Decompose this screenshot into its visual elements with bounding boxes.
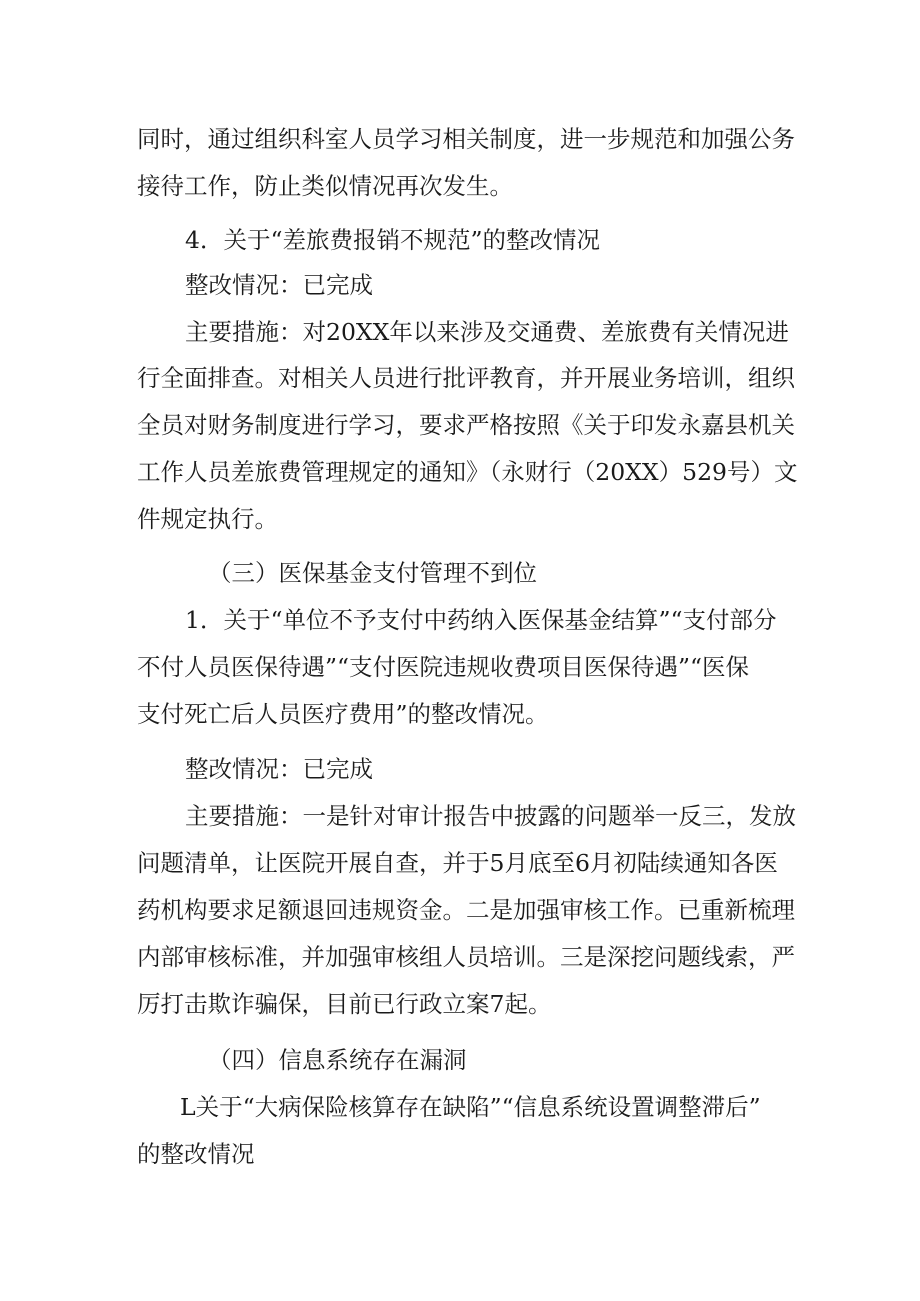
item-heading: 的整改情况 <box>137 1140 255 1168</box>
paragraph-line: 药机构要求足额退回违规资金。二是加强审核工作。已重新梳理 <box>137 896 795 924</box>
item-heading: 4．关于“差旅费报销不规范”的整改情况 <box>185 226 600 254</box>
item-heading: 不付人员医保待遇”“支付医院违规收费项目医保待遇”“医保 <box>137 653 750 681</box>
status-line: 整改情况：已完成 <box>185 755 373 783</box>
paragraph-line: 主要措施：对20XX年以来涉及交通费、差旅费有关情况进 <box>185 318 789 346</box>
section-heading: （四）信息系统存在漏洞 <box>208 1046 467 1074</box>
paragraph-line: 厉打击欺诈骗保，目前已行政立案7起。 <box>137 990 552 1018</box>
paragraph-line: 同时，通过组织科室人员学习相关制度，进一步规范和加强公务 <box>137 125 795 153</box>
paragraph-line: 主要措施：一是针对审计报告中披露的问题举一反三，发放 <box>185 802 796 830</box>
section-heading: （三）医保基金支付管理不到位 <box>208 559 537 587</box>
item-heading: 1．关于“单位不予支付中药纳入医保基金结算”“支付部分 <box>185 606 777 634</box>
paragraph-line: 问题清单，让医院开展自查，并于5月底至6月初陆续通知各医 <box>137 849 778 877</box>
paragraph-line: 内部审核标准，并加强审核组人员培训。三是深挖问题线索，严 <box>137 943 795 971</box>
item-heading: L关于“大病保险核算存在缺陷”“信息系统设置调整滞后” <box>180 1093 761 1121</box>
status-line: 整改情况：已完成 <box>185 271 373 299</box>
item-heading: 支付死亡后人员医疗费用”的整改情况。 <box>137 700 549 728</box>
paragraph-line: 件规定执行。 <box>137 505 278 533</box>
paragraph-line: 接待工作，防止类似情况再次发生。 <box>137 172 513 200</box>
paragraph-line: 行全面排查。对相关人员进行批评教育，并开展业务培训，组织 <box>137 364 795 392</box>
paragraph-line: 工作人员差旅费管理规定的通知》（永财行（20XX）529号）文 <box>137 458 798 486</box>
paragraph-line: 全员对财务制度进行学习，要求严格按照《关于印发永嘉县机关 <box>137 411 795 439</box>
